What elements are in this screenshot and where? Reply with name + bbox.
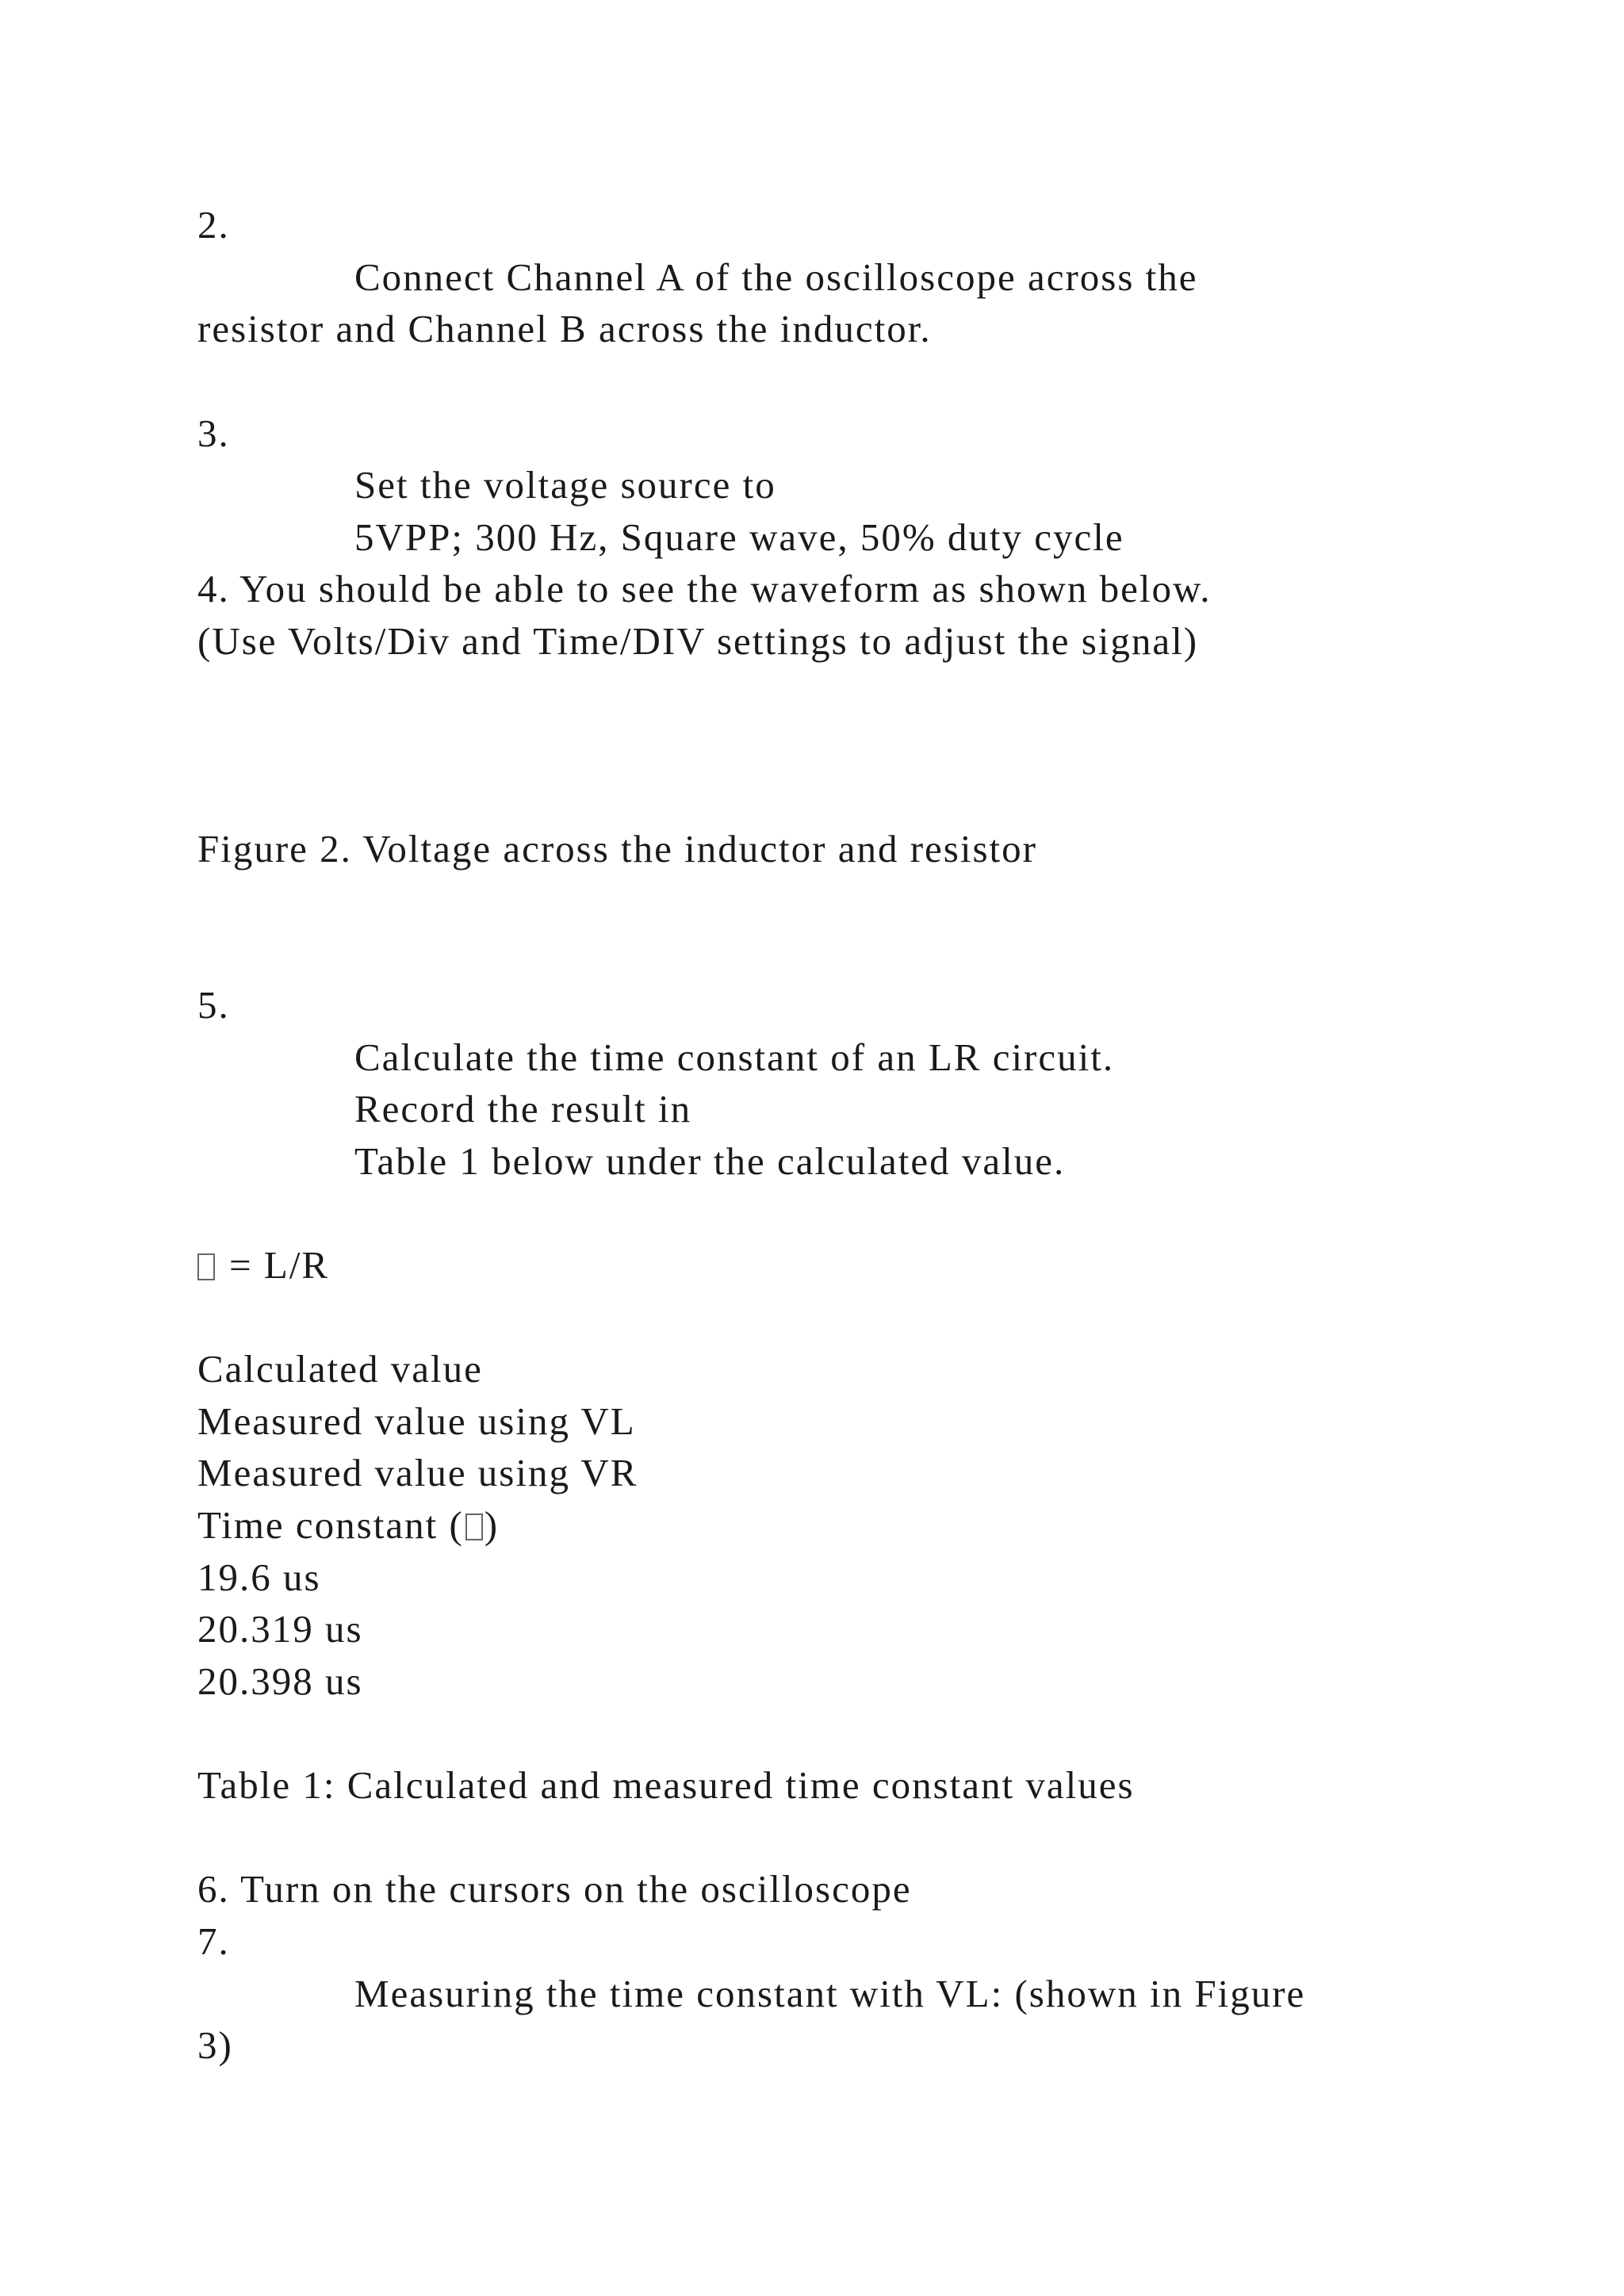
step-3-text-line-1: Set the voltage source to bbox=[354, 463, 776, 507]
step-7-text-line-2: 3) bbox=[197, 2023, 233, 2067]
step-2-text-line-2: resistor and Channel B across the inductor. bbox=[197, 307, 932, 350]
figure-2-caption: Figure 2. Voltage across the inductor and resistor bbox=[197, 827, 1037, 871]
time-constant-formula bbox=[197, 1243, 330, 1287]
table-header-measured-vr: Measured value using VR bbox=[197, 1451, 638, 1494]
step-7-text-line-1: Measuring the time constant with VL: (shown in Figure bbox=[354, 1972, 1306, 2015]
step-4-text-line-1: 4. You should be able to see the waveform as shown below. bbox=[197, 567, 1212, 610]
formula-text: = L/R bbox=[229, 1243, 330, 1287]
step-3-text-line-2: 5VPP; 300 Hz, Square wave, 50% duty cycle bbox=[354, 515, 1124, 559]
row-label-prefix: Time constant ( bbox=[197, 1503, 464, 1547]
step-4-text-line-2: (Use Volts/Div and Time/DIV settings to adjust the signal) bbox=[197, 619, 1199, 663]
step-6-text: 6. Turn on the cursors on the oscilloscope bbox=[197, 1867, 912, 1911]
missing-glyph-icon bbox=[465, 1513, 483, 1540]
table-header-measured-vl: Measured value using VL bbox=[197, 1399, 636, 1443]
step-5-number: 5. bbox=[197, 983, 230, 1027]
row-label-suffix: ) bbox=[484, 1503, 500, 1547]
table-cell-measured-vr: 20.398 us bbox=[197, 1659, 363, 1703]
step-2-number: 2. bbox=[197, 203, 230, 247]
missing-glyph-icon bbox=[197, 1253, 215, 1280]
step-5-text-line-1: Calculate the time constant of an LR circuit. bbox=[354, 1035, 1115, 1079]
step-2-text-line-1: Connect Channel A of the oscilloscope across the bbox=[354, 255, 1198, 299]
step-5-text-line-3: Table 1 below under the calculated value. bbox=[354, 1139, 1066, 1183]
table-cell-calculated: 19.6 us bbox=[197, 1556, 321, 1599]
table-cell-measured-vl: 20.319 us bbox=[197, 1607, 363, 1651]
table-1-caption: Table 1: Calculated and measured time constant values bbox=[197, 1763, 1135, 1807]
step-7-number: 7. bbox=[197, 1919, 230, 1963]
step-5-text-line-2: Record the result in bbox=[354, 1087, 692, 1131]
table-header-calculated: Calculated value bbox=[197, 1347, 483, 1391]
table-row-label bbox=[197, 1503, 500, 1547]
step-3-number: 3. bbox=[197, 411, 230, 455]
